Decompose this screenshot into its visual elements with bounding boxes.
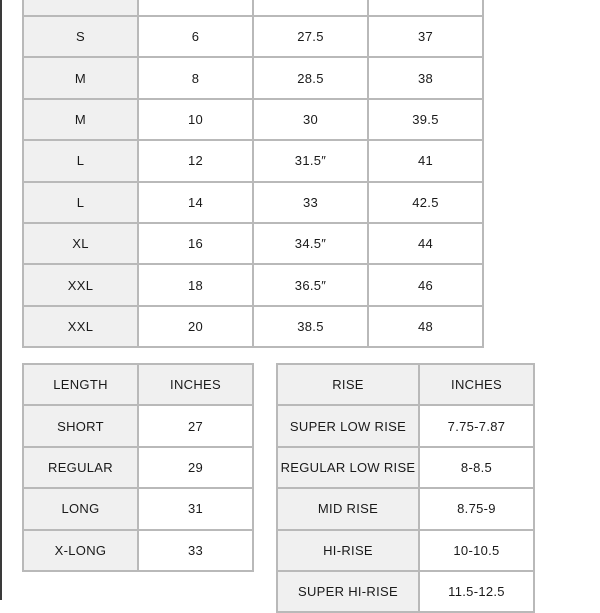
page-edge-line: [0, 0, 2, 600]
waist-cell: 38.5: [253, 306, 368, 347]
size-label-cell: L: [23, 182, 138, 223]
table-row: [23, 223, 483, 264]
hip-cell: 39.5: [368, 99, 483, 140]
table-row: [23, 405, 253, 446]
rise-label-cell: REGULAR LOW RISE: [277, 447, 419, 488]
waist-cell: 27.5: [253, 16, 368, 57]
rise-label-cell: SUPER HI-RISE: [277, 571, 419, 612]
inches-cell: 27: [138, 405, 253, 446]
size-label-cell: XL: [23, 223, 138, 264]
table-row: [277, 447, 534, 488]
size-label-cell: XXL: [23, 264, 138, 305]
column-header-length: LENGTH: [23, 364, 138, 405]
hip-cell: 48: [368, 306, 483, 347]
inches-cell: 11.5-12.5: [419, 571, 534, 612]
length-label-cell: SHORT: [23, 405, 138, 446]
table-cell: [138, 0, 253, 16]
hip-cell: 37: [368, 16, 483, 57]
size-chart-table: [22, 0, 484, 348]
numeric-size-cell: 20: [138, 306, 253, 347]
table-row: [277, 571, 534, 612]
hip-cell: 38: [368, 57, 483, 98]
table-row: [23, 488, 253, 529]
inches-cell: 7.75-7.87: [419, 405, 534, 446]
length-label-cell: REGULAR: [23, 447, 138, 488]
length-label-cell: X-LONG: [23, 530, 138, 571]
column-header-rise: RISE: [277, 364, 419, 405]
waist-cell: 30: [253, 99, 368, 140]
inches-cell: 10-10.5: [419, 530, 534, 571]
numeric-size-cell: 18: [138, 264, 253, 305]
hip-cell: 41: [368, 140, 483, 181]
waist-cell: 33: [253, 182, 368, 223]
table-row: [277, 530, 534, 571]
table-row: [23, 99, 483, 140]
table-row: [23, 182, 483, 223]
column-header-inches: INCHES: [138, 364, 253, 405]
table-row: [23, 530, 253, 571]
numeric-size-cell: 8: [138, 57, 253, 98]
table-cell: [253, 0, 368, 16]
inches-cell: 29: [138, 447, 253, 488]
column-header-inches: INCHES: [419, 364, 534, 405]
length-label-cell: LONG: [23, 488, 138, 529]
hip-cell: 44: [368, 223, 483, 264]
waist-cell: 28.5: [253, 57, 368, 98]
inches-cell: 8-8.5: [419, 447, 534, 488]
table-row: [23, 447, 253, 488]
waist-cell: 34.5″: [253, 223, 368, 264]
numeric-size-cell: 6: [138, 16, 253, 57]
table-header-row: [23, 364, 253, 405]
inches-cell: 8.75-9: [419, 488, 534, 529]
table-row: [23, 16, 483, 57]
waist-cell: 31.5″: [253, 140, 368, 181]
numeric-size-cell: 16: [138, 223, 253, 264]
table-row: [23, 306, 483, 347]
table-header-row: [277, 364, 534, 405]
size-label-cell: XXL: [23, 306, 138, 347]
table-row: [23, 140, 483, 181]
table-row: [23, 0, 483, 16]
numeric-size-cell: 14: [138, 182, 253, 223]
rise-chart-table: [276, 363, 535, 613]
table-cell: [368, 0, 483, 16]
size-label-cell: M: [23, 99, 138, 140]
table-row: [277, 488, 534, 529]
waist-cell: 36.5″: [253, 264, 368, 305]
size-label-cell: M: [23, 57, 138, 98]
size-label-cell: S: [23, 16, 138, 57]
hip-cell: 42.5: [368, 182, 483, 223]
rise-label-cell: MID RISE: [277, 488, 419, 529]
table-cell: [23, 0, 138, 16]
table-row: [277, 405, 534, 446]
hip-cell: 46: [368, 264, 483, 305]
table-row: [23, 264, 483, 305]
numeric-size-cell: 12: [138, 140, 253, 181]
rise-label-cell: SUPER LOW RISE: [277, 405, 419, 446]
rise-label-cell: HI-RISE: [277, 530, 419, 571]
size-label-cell: L: [23, 140, 138, 181]
inches-cell: 31: [138, 488, 253, 529]
length-chart-table: [22, 363, 254, 572]
numeric-size-cell: 10: [138, 99, 253, 140]
table-row: [23, 57, 483, 98]
inches-cell: 33: [138, 530, 253, 571]
